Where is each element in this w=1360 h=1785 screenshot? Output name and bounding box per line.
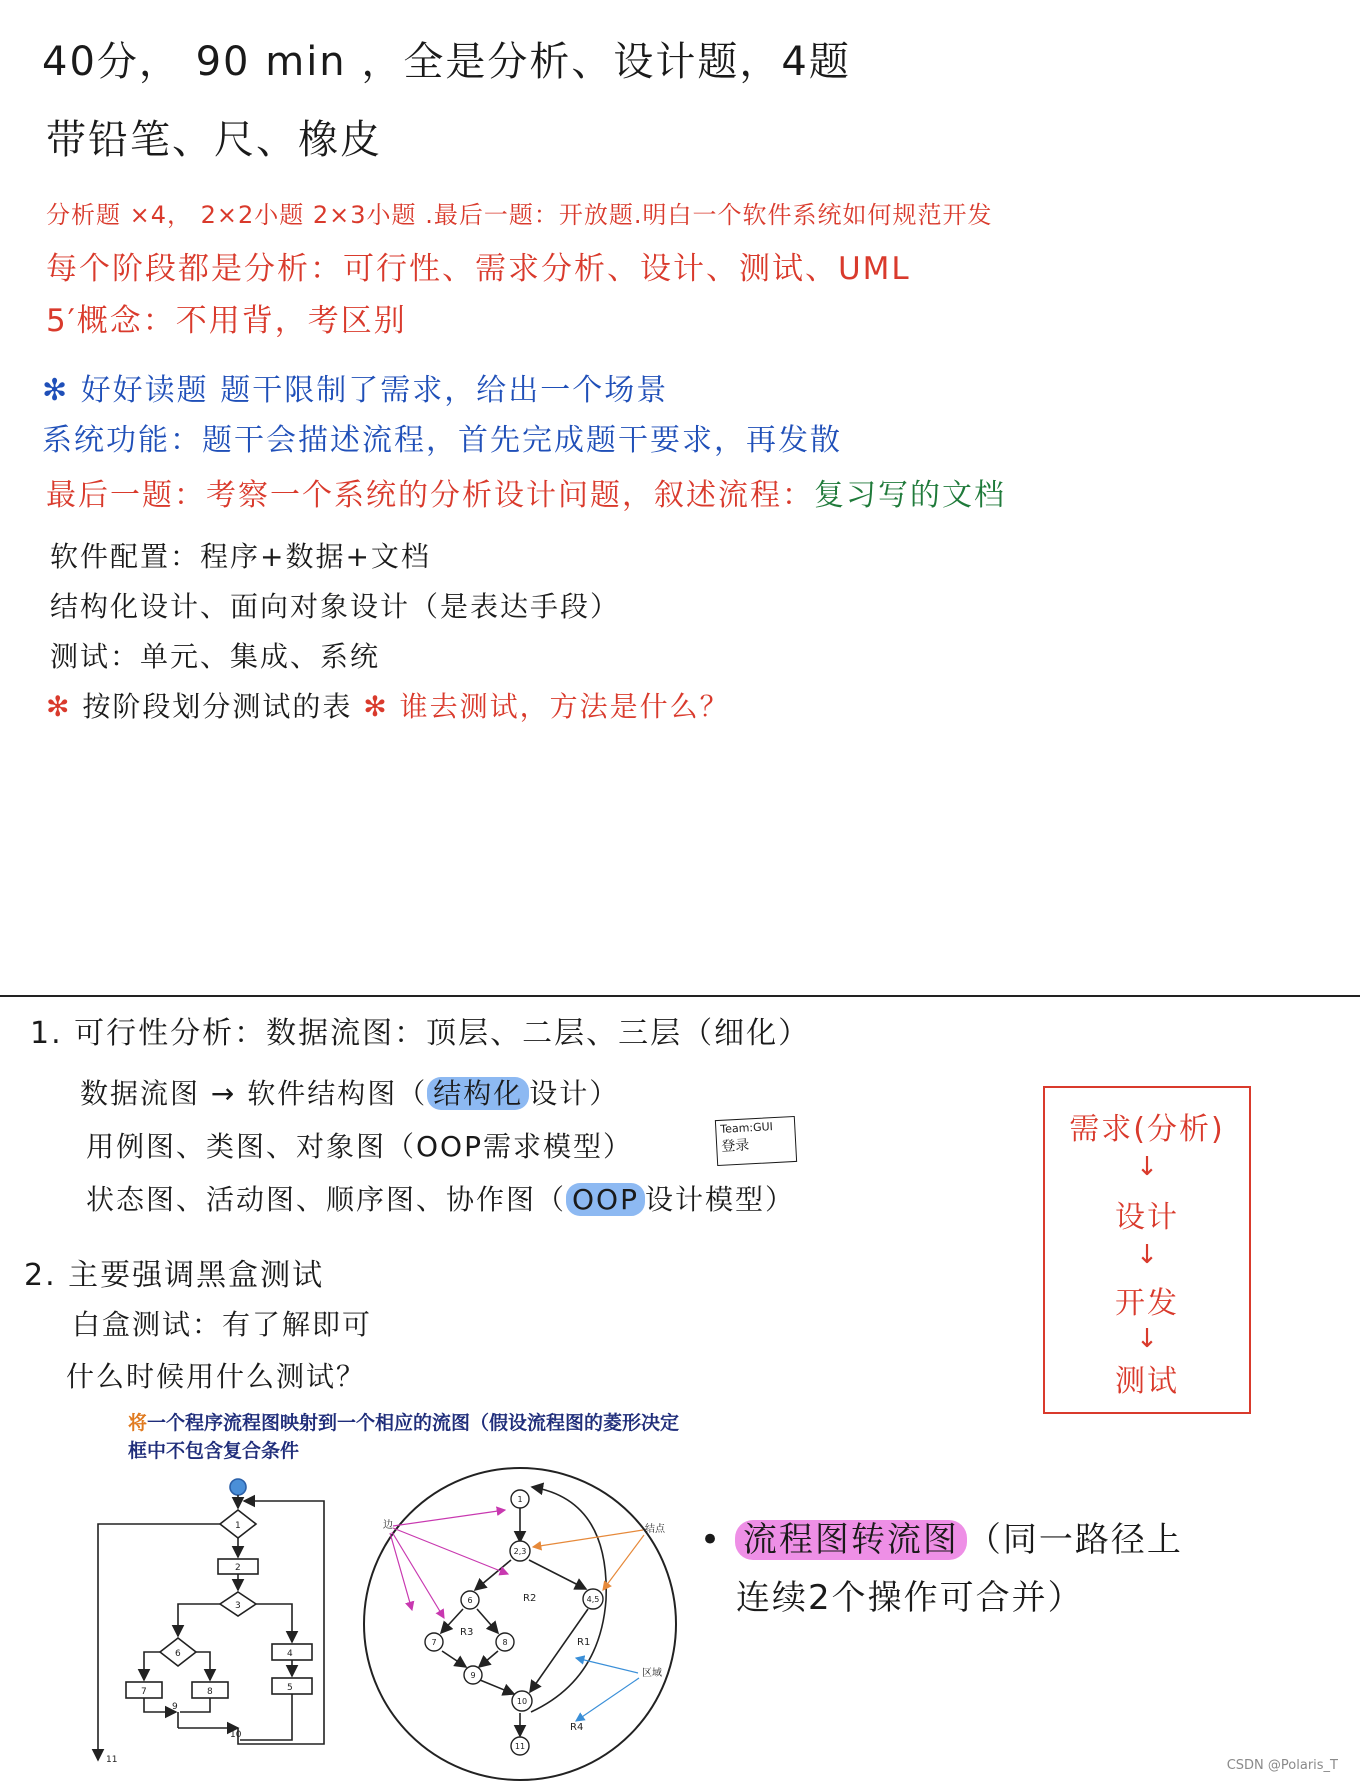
asterisk-icon: ✻ [46, 690, 83, 723]
design-model-text: 设计模型） [644, 1183, 795, 1216]
graph-node-label: 1 [517, 1495, 523, 1504]
note-line-exam-format: 40分， 90 min ，全是分析、设计题，4题 [42, 39, 851, 85]
down-arrow-icon: ↓ [1136, 1240, 1158, 1270]
graph-node-label: 4,5 [586, 1595, 600, 1604]
graph-node-label: 7 [431, 1638, 437, 1647]
flow-label: 1 [235, 1521, 241, 1531]
note-line-merge-ops: 连续2个操作可合并） [736, 1578, 1084, 1618]
region-r1-label: R1 [577, 1637, 591, 1648]
note-line-each-stage: 每个阶段都是分析：可行性、需求分析、设计、测试、UML [46, 251, 911, 287]
flowchart-highlight: 流程图转流图 [735, 1520, 967, 1560]
flow-step-test: 测试 [1115, 1364, 1179, 1399]
note-line-when-test: 什么时候用什么测试？ [66, 1360, 367, 1393]
note-line-concepts: 5′概念：不用背，考区别 [46, 303, 407, 339]
flow-step-requirements: 需求(分析) [1069, 1112, 1225, 1147]
graph-node-label: 9 [470, 1671, 476, 1680]
same-path-text: （同一路径上 [966, 1520, 1183, 1560]
flow-step-design: 设计 [1115, 1200, 1179, 1235]
dfd-text: 数据流图 → 软件结构图（ [80, 1077, 428, 1110]
testing-table-text: 按阶段划分测试的表 [82, 690, 353, 723]
graph-node-label: 2,3 [513, 1547, 527, 1556]
asterisk-icon: ✻ [42, 373, 81, 408]
flow-label: 2 [235, 1563, 241, 1573]
sketch-text: 登录 [720, 1137, 750, 1155]
design-text: 设计） [529, 1077, 620, 1110]
start-node [230, 1479, 246, 1495]
note-line-bring-tools: 带铅笔、尺、橡皮 [46, 117, 382, 163]
note-line-flowchart-convert [700, 1512, 1183, 1561]
watermark: CSDN @Polaris_T [1226, 1758, 1338, 1773]
region-label: 区域 [642, 1668, 662, 1679]
flow-step-develop: 开发 [1115, 1286, 1179, 1321]
oop-highlight: OOP [566, 1183, 645, 1216]
region-r4-label: R4 [570, 1722, 584, 1733]
note-line-system-function: 系统功能：题干会描述流程，首先完成题干要求，再发散 [42, 423, 842, 458]
flow-label: 3 [235, 1601, 241, 1611]
review-docs-text: 复习写的文档 [814, 478, 1006, 513]
flow-label: 11 [106, 1755, 118, 1765]
region-r3-label: R3 [460, 1627, 474, 1638]
edge-label: 边 [383, 1520, 393, 1531]
sketch-label: Team:GUI [720, 1120, 774, 1136]
note-line-software-config: 软件配置：程序+数据+文档 [50, 540, 431, 573]
note-line-testing-levels: 测试：单元、集成、系统 [50, 640, 381, 673]
graph-node-label: 6 [467, 1596, 473, 1605]
graph-node-label: 8 [502, 1638, 508, 1647]
structured-highlight: 结构化 [427, 1077, 529, 1110]
flow-label: 4 [287, 1649, 293, 1659]
flow-label: 10 [230, 1730, 242, 1740]
flow-label: 5 [287, 1683, 293, 1693]
flow-label: 9 [172, 1702, 178, 1712]
caption-emphasis: 将 [128, 1412, 148, 1434]
flow-label: 6 [175, 1649, 181, 1659]
note-line-feasibility: 1. 可行性分析：数据流图：顶层、二层、三层（细化） [30, 1016, 811, 1051]
flow-label: 7 [141, 1687, 147, 1697]
node-label: 结点 [645, 1524, 665, 1535]
bullet-icon: • [700, 1520, 735, 1560]
note-line-whitebox: 白盒测试：有了解即可 [72, 1308, 373, 1341]
region-r2-label: R2 [523, 1593, 537, 1604]
asterisk-icon: ✻ [352, 690, 400, 723]
note-line-uml-req: 用例图、类图、对象图（OOP需求模型） [86, 1130, 633, 1163]
note-read-question-text: 好好读题 题干限制了需求，给出一个场景 [80, 373, 669, 408]
note-line-blackbox: 2. 主要强调黑盒测试 [24, 1258, 325, 1293]
graph-node-label: 10 [516, 1697, 528, 1706]
note-line-question-types: 分析题 ×4， 2×2小题 2×3小题 .最后一题：开放题.明白一个软件系统如何规范开发 [46, 201, 993, 229]
note-line-design-methods: 结构化设计、面向对象设计（是表达手段） [50, 590, 621, 623]
caption-text: 一个程序流程图映射到一个相应的流图（假设流程图的菱形决定框中不包含复合条件 [128, 1412, 680, 1462]
graph-node-label: 11 [514, 1742, 526, 1751]
flow-label: 8 [207, 1687, 213, 1697]
who-tests-text: 谁去测试，方法是什么？ [399, 690, 730, 723]
uml-design-text: 状态图、活动图、顺序图、协作图（ [86, 1183, 567, 1216]
last-question-text: 最后一题：考察一个系统的分析设计问题，叙述流程： [46, 478, 814, 513]
down-arrow-icon: ↓ [1136, 1324, 1158, 1354]
down-arrow-icon: ↓ [1136, 1152, 1158, 1182]
